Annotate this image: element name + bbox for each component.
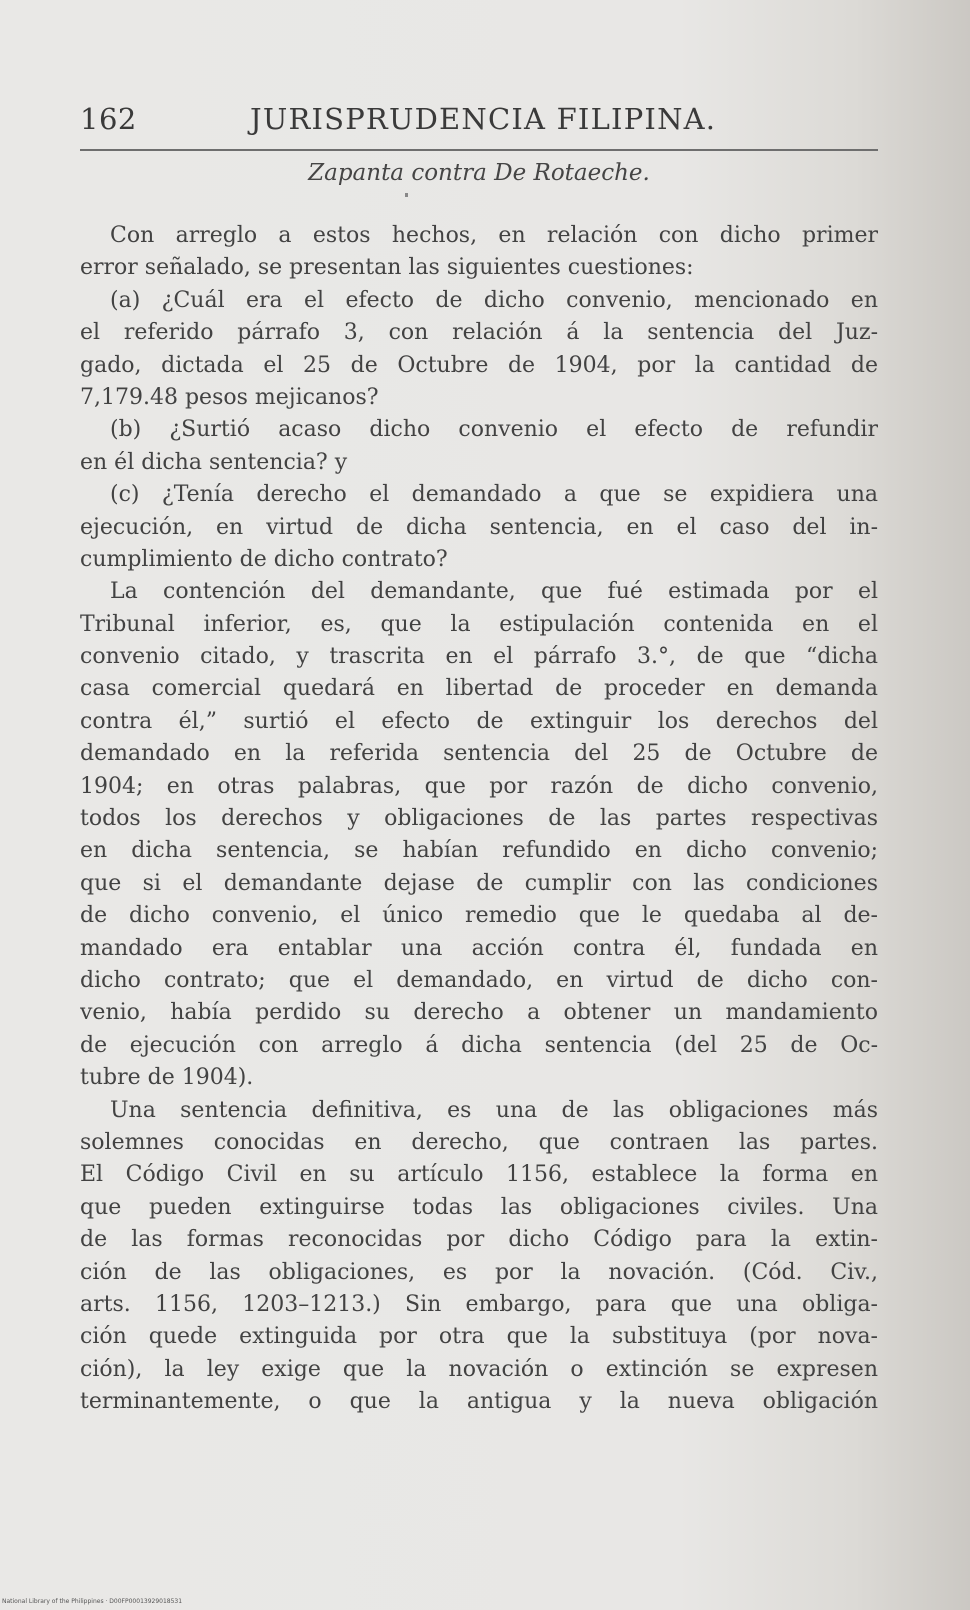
body-text <box>80 220 878 1418</box>
text-line: en dicha sentencia, se habían refundido en dicho convenio; <box>80 838 878 864</box>
text-line: El Código Civil en su artículo 1156, establece la forma en <box>80 1162 878 1188</box>
header-rule <box>80 149 878 151</box>
text-line: ejecución, en virtud de dicha sentencia, en el caso del in- <box>80 514 878 540</box>
paragraph <box>80 1095 878 1419</box>
text-line: venio, había perdido su derecho a obtener un mandamiento <box>80 1000 878 1026</box>
text-line: casa comercial quedará en libertad de proceder en demanda <box>80 676 878 702</box>
text-line: de ejecución con arreglo á dicha sentencia (del 25 de Oc- <box>80 1032 878 1058</box>
text-line: ción de las obligaciones, es por la novación. (Cód. Civ., <box>80 1259 878 1285</box>
page-header <box>80 100 880 144</box>
text-line: tubre de 1904). <box>80 1065 254 1091</box>
text-line: que pueden extinguirse todas las obligaciones civiles. Una <box>80 1194 878 1220</box>
text-line: La contención del demandante, que fué estimada por el <box>110 579 878 605</box>
text-line: Tribunal inferior, es, que la estipulación contenida en el <box>80 611 878 637</box>
text-line: todos los derechos y obligaciones de las partes respectivas <box>80 806 878 832</box>
text-line: Con arreglo a estos hechos, en relación con dicho primer <box>110 223 878 248</box>
text-line: en él dicha sentencia? y <box>80 449 348 475</box>
text-line: de las formas reconocidas por dicho Código para la extin- <box>80 1227 878 1253</box>
text-line: 7,179.48 pesos mejicanos? <box>80 384 379 410</box>
text-line: (b) ¿Surtió acaso dicho convenio el efecto de refundir <box>110 417 878 443</box>
scan-footer: National Library of the Philippines · D00FP00013929018531 <box>2 1598 183 1605</box>
text-line: ción), la ley exige que la novación o extinción se expresen <box>80 1356 878 1382</box>
text-line: cumplimiento de dicho contrato? <box>80 546 448 572</box>
text-line: contra él,” surtió el efecto de extinguir los derechos del <box>80 708 878 734</box>
text-line: error señalado, se presentan las siguientes cuestiones: <box>80 255 694 281</box>
text-line: convenio citado, y trascrita en el párrafo 3.°, de que “dicha <box>80 644 878 670</box>
text-line: demandado en la referida sentencia del 25 de Octubre de <box>80 741 878 767</box>
text-line: de dicho convenio, el único remedio que le quedaba al de- <box>80 903 878 929</box>
text-line: dicho contrato; que el demandado, en virtud de dicho con- <box>80 967 878 993</box>
paragraph <box>80 220 878 285</box>
text-line: gado, dictada el 25 de Octubre de 1904, por la cantidad de <box>80 352 878 378</box>
text-line: el referido párrafo 3, con relación á la sentencia del Juz- <box>80 320 878 346</box>
text-line: terminantemente, o que la antigua y la nueva obligación <box>80 1389 878 1415</box>
text-line: (a) ¿Cuál era el efecto de dicho convenio, mencionado en <box>110 287 878 313</box>
running-head: JURISPRUDENCIA FILIPINA. <box>250 102 717 136</box>
page-number: 162 <box>80 102 137 136</box>
print-speck <box>405 193 408 197</box>
paragraph <box>80 576 878 1094</box>
text-line: Una sentencia definitiva, es una de las obligaciones más <box>110 1097 878 1123</box>
text-line: 1904; en otras palabras, que por razón de dicho convenio, <box>80 773 878 799</box>
paragraph <box>80 479 878 576</box>
case-title: Zapanta contra De Rotaeche. <box>308 160 650 186</box>
text-line: solemnes conocidas en derecho, que contraen las partes. <box>80 1129 878 1155</box>
text-line: mandado era entablar una acción contra él, fundada en <box>80 935 878 961</box>
text-line: que si el demandante dejase de cumplir con las condiciones <box>80 870 878 896</box>
text-line: ción quede extinguida por otra que la substituya (por nova- <box>80 1324 878 1350</box>
paragraph <box>80 285 878 415</box>
text-line: arts. 1156, 1203–1213.) Sin embargo, para que una obliga- <box>80 1291 878 1317</box>
paragraph <box>80 414 878 479</box>
text-line: (c) ¿Tenía derecho el demandado a que se expidiera una <box>110 482 878 508</box>
